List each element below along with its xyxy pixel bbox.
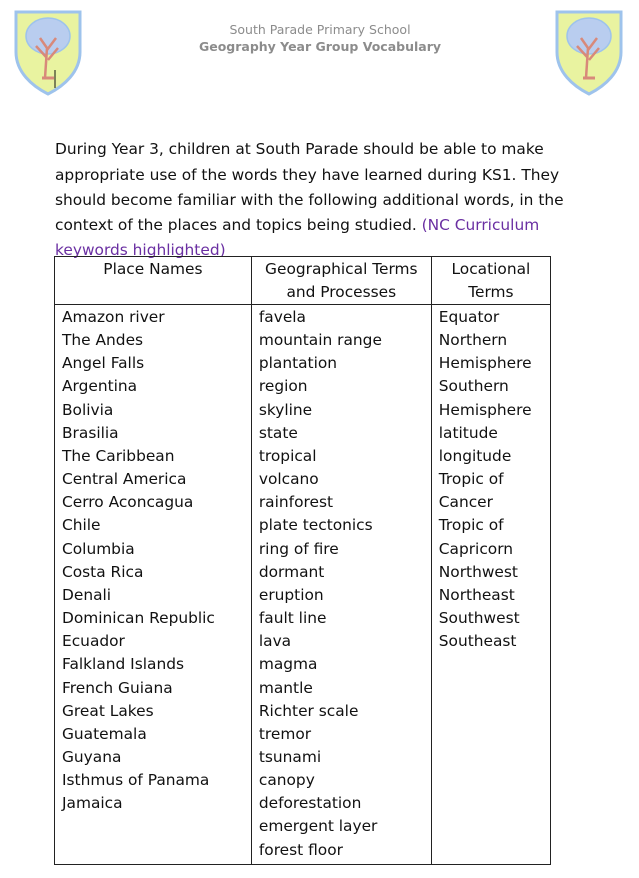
list-item: tsunami [258,747,322,766]
header-locational-terms: Locational Terms [431,257,550,305]
header-geographical-terms: Geographical Terms and Processes [251,257,431,305]
list-item: Hemisphere [438,400,532,419]
table-body-row [55,305,551,865]
list-item: Ecuador [62,632,125,651]
list-item: Brasilia [62,423,119,442]
list-item: latitude [438,423,498,442]
list-item: Northwest [438,562,518,581]
list-item: Great Lakes [62,701,154,720]
list-item: skyline [258,400,313,419]
list-item: deforestation [258,794,362,813]
list-item: canopy [258,771,315,790]
list-item: Capricorn [438,539,514,558]
school-crest-right [553,8,625,98]
locational-terms-cell [431,305,550,865]
intro-text: During Year 3, children at South Parade should be able to make appropriate use of the words they have learned during KS1. They should become familiar with the following additional words, in the context of the places and topics being studied. [55,140,564,234]
list-item: The Caribbean [62,446,175,465]
list-item: plate tectonics [258,516,373,535]
list-item: Southern [438,377,509,396]
list-item: Southeast [438,632,517,651]
list-item: Falkland Islands [62,655,184,674]
list-item: favela [258,308,306,326]
school-crest-left [12,8,84,98]
list-item: emergent layer [258,817,378,836]
list-item: magma [258,655,318,674]
list-item: region [258,377,308,396]
list-item: The Andes [62,331,144,350]
list-item: volcano [258,470,319,489]
list-item: mantle [258,678,313,697]
list-item: Guyana [62,747,122,766]
list-item: French Guiana [62,678,173,697]
list-item: Denali [62,585,112,604]
list-item: state [258,423,298,442]
list-item: eruption [258,585,324,604]
list-item: Richter scale [258,701,359,720]
list-item: Cancer [438,493,493,512]
list-item: Dominican Republic [62,609,215,628]
list-item: Equator [438,308,500,326]
header-place-names: Place Names [55,257,252,305]
list-item: Amazon river [62,308,165,326]
document-subtitle: Geography Year Group Vocabulary [198,39,442,54]
list-item: tremor [258,724,312,743]
list-item: Northern [438,331,508,350]
list-item: Costa Rica [62,562,144,581]
list-item: Bolivia [62,400,114,419]
list-item: Hemisphere [438,354,532,373]
list-item: longitude [438,446,512,465]
table-header-row [55,257,551,305]
vocabulary-table [54,256,551,865]
list-item: Northeast [438,585,515,604]
list-item: Tropic of [438,470,504,489]
list-item: Isthmus of Panama [62,771,210,790]
list-item: Central America [62,470,187,489]
geographical-terms-cell [251,305,431,865]
list-item: Angel Falls [62,354,145,373]
list-item: mountain range [258,331,382,350]
list-item: Cerro Aconcagua [62,493,194,512]
list-item: ring of fire [258,539,339,558]
list-item: plantation [258,354,338,373]
school-name: South Parade Primary School [229,22,411,37]
list-item: forest floor [258,840,343,859]
intro-paragraph [55,137,595,263]
list-item: Jamaica [62,794,123,813]
list-item: Columbia [62,539,135,558]
document-header [150,21,490,55]
place-names-cell [55,305,252,865]
list-item: dormant [258,562,325,581]
list-item: Southwest [438,609,520,628]
list-item: Chile [62,516,101,535]
intro-highlight-note: (NC Curriculum keywords highlighted) [55,216,540,260]
list-item: lava [258,632,292,651]
list-item: Argentina [62,377,138,396]
list-item: fault line [258,609,327,628]
list-item: Guatemala [62,724,147,743]
list-item: tropical [258,446,317,465]
list-item: Tropic of [438,516,504,535]
list-item: rainforest [258,493,333,512]
